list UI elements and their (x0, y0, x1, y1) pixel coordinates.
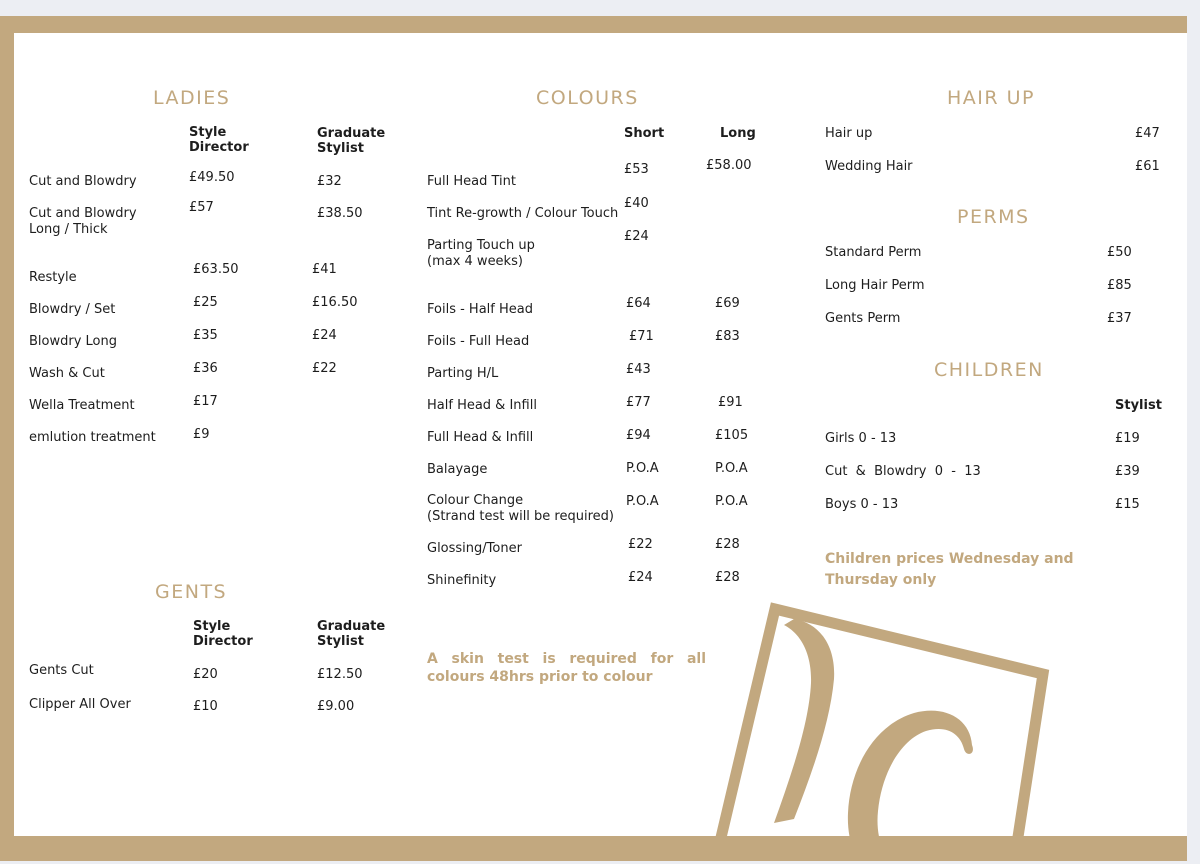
ladies-heading: LADIES (153, 87, 231, 109)
ladies-price-director: £36 (193, 361, 218, 376)
menu-frame (0, 16, 1187, 861)
children-days-note: Children prices Wednesday and Thursday only (825, 551, 1074, 588)
children-price: £19 (1115, 431, 1140, 446)
children-item-name: Cut & Blowdry 0 - 13 (825, 464, 981, 479)
ladies-price-graduate: £16.50 (312, 295, 358, 310)
colours-price-long: £28 (715, 537, 740, 552)
ladies-price-graduate: £38.50 (317, 206, 363, 221)
children-item-name: Girls 0 - 13 (825, 431, 897, 446)
perms-item-name: Long Hair Perm (825, 278, 925, 293)
colours-price-short: £43 (626, 362, 651, 377)
gents-item-name: Gents Cut (29, 663, 94, 678)
colours-price-long: £58.00 (706, 158, 752, 173)
gents-price-graduate: £12.50 (317, 667, 363, 682)
ladies-item-name: Cut and Blowdry (29, 174, 137, 189)
ladies-price-graduate: £32 (317, 174, 342, 189)
ladies-price-director: £9 (193, 427, 210, 442)
colours-price-short: £40 (624, 196, 649, 211)
ladies-price-graduate: £41 (312, 262, 337, 277)
colours-item-name: Balayage (427, 462, 488, 477)
colours-price-short: £53 (624, 162, 649, 177)
colours-price-short: £22 (628, 537, 653, 552)
perms-item-name: Standard Perm (825, 245, 922, 260)
ladies-item-name: Blowdry Long (29, 334, 117, 349)
ladies-col-style-director: Style Director (189, 125, 249, 155)
colours-item-name: Parting Touch up (max 4 weeks) (427, 238, 535, 269)
colours-item-name: Half Head & Infill (427, 398, 537, 413)
colours-col-short: Short (624, 126, 665, 141)
ladies-item-name: Wella Treatment (29, 398, 135, 413)
logo-letter-l (774, 619, 834, 823)
skin-test-note: A skin test is required for all colours 48hrs prior to colour (427, 651, 706, 685)
salon-monogram-logo-icon (14, 33, 1187, 836)
colours-price-long: £83 (715, 329, 740, 344)
colours-price-short: £71 (629, 329, 654, 344)
colours-price-long: P.O.A (715, 494, 748, 509)
colours-item-name: Shinefinity (427, 573, 497, 588)
gents-col-graduate-stylist: Graduate Stylist (317, 619, 386, 649)
gents-price-graduate: £9.00 (317, 699, 355, 714)
hair-up-heading: HAIR UP (947, 87, 1035, 109)
colours-price-long: £91 (718, 395, 743, 410)
colours-price-long: P.O.A (715, 461, 748, 476)
colours-price-long: £28 (715, 570, 740, 585)
ladies-price-director: £17 (193, 394, 218, 409)
price-list-page (14, 33, 1187, 836)
colours-price-short: £77 (626, 395, 651, 410)
colours-item-name: Colour Change (Strand test will be required) (427, 493, 614, 524)
colours-col-long: Long (720, 126, 756, 141)
perms-price: £85 (1107, 278, 1132, 293)
ladies-price-director: £63.50 (193, 262, 239, 277)
colours-price-short: £24 (628, 570, 653, 585)
children-col-stylist: Stylist (1115, 398, 1162, 413)
perms-price: £37 (1107, 311, 1132, 326)
ladies-item-name: emlution treatment (29, 430, 156, 445)
gents-col-style-director: Style Director (193, 619, 253, 649)
colours-heading: COLOURS (536, 87, 639, 109)
colours-item-name: Full Head Tint (427, 174, 516, 189)
perms-item-name: Gents Perm (825, 311, 901, 326)
children-heading: CHILDREN (934, 359, 1044, 381)
gents-price-director: £20 (193, 667, 218, 682)
colours-item-name: Foils - Full Head (427, 334, 530, 349)
colours-price-short: P.O.A (626, 461, 659, 476)
colours-price-long: £105 (715, 428, 749, 443)
ladies-price-graduate: £22 (312, 361, 337, 376)
gents-price-director: £10 (193, 699, 218, 714)
ladies-price-graduate: £24 (312, 328, 337, 343)
logo-letter-c (848, 711, 973, 836)
children-item-name: Boys 0 - 13 (825, 497, 899, 512)
gents-heading: GENTS (155, 581, 228, 603)
ladies-item-name: Blowdry / Set (29, 302, 116, 317)
colours-price-short: P.O.A (626, 494, 659, 509)
hair-up-price: £61 (1135, 159, 1160, 174)
colours-item-name: Tint Re-growth / Colour Touch (427, 206, 619, 221)
gents-item-name: Clipper All Over (29, 697, 131, 712)
ladies-price-director: £49.50 (189, 170, 235, 185)
perms-heading: PERMS (957, 206, 1030, 228)
colours-price-short: £24 (624, 229, 649, 244)
colours-item-name: Parting H/L (427, 366, 499, 381)
ladies-item-name: Restyle (29, 270, 77, 285)
ladies-price-director: £35 (193, 328, 218, 343)
colours-item-name: Foils - Half Head (427, 302, 533, 317)
hair-up-price: £47 (1135, 126, 1160, 141)
children-price: £15 (1115, 497, 1140, 512)
ladies-price-director: £57 (189, 200, 214, 215)
ladies-col-graduate-stylist: Graduate Stylist (317, 126, 386, 156)
colours-item-name: Glossing/Toner (427, 541, 522, 556)
ladies-price-director: £25 (193, 295, 218, 310)
colours-price-short: £64 (626, 296, 651, 311)
ladies-item-name: Cut and Blowdry Long / Thick (29, 206, 137, 237)
perms-price: £50 (1107, 245, 1132, 260)
colours-price-short: £94 (626, 428, 651, 443)
hair-up-item-name: Wedding Hair (825, 159, 913, 174)
colours-item-name: Full Head & Infill (427, 430, 534, 445)
hair-up-item-name: Hair up (825, 126, 873, 141)
ladies-item-name: Wash & Cut (29, 366, 105, 381)
children-price: £39 (1115, 464, 1140, 479)
colours-price-long: £69 (715, 296, 740, 311)
